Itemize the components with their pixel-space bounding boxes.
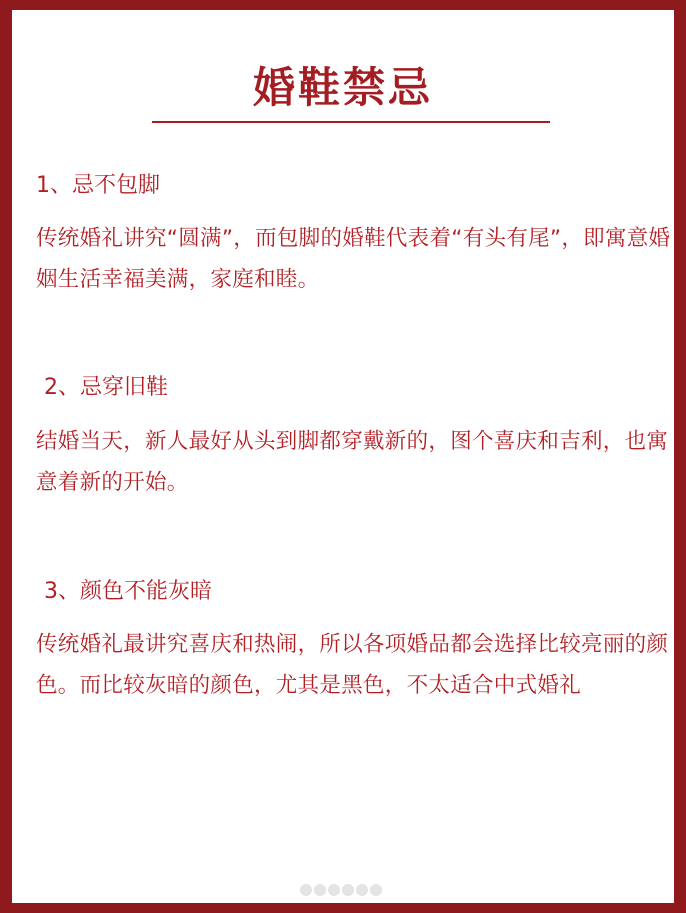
watermark-dot [300,884,312,896]
watermark-dot [356,884,368,896]
watermark-dot [342,884,354,896]
watermark-dot [370,884,382,896]
section-2-heading: 2、忌穿旧鞋 [44,375,168,400]
section-2-body: 结婚当天，新人最好从头到脚都穿戴新的，图个喜庆和吉利，也寓意着新的开始。 [36,429,669,495]
watermark-dot [314,884,326,896]
watermark-dot [328,884,340,896]
page-title: 婚鞋禁忌 [252,63,433,112]
section-3-body: 传统婚礼最讲究喜庆和热闹，所以各项婚品都会选择比较亮丽的颜色。而比较灰暗的颜色，尤其是黑色，不太适合中式婚礼 [36,632,669,698]
section-1-body: 传统婚礼讲究“圆满”，而包脚的婚鞋代表着“有头有尾”，即寓意婚姻生活幸福美满，家庭和睦。 [36,226,671,292]
title-underline [152,121,550,123]
section-1-heading: 1、忌不包脚 [36,173,160,198]
watermark-dots [300,884,382,896]
section-3-heading: 3、颜色不能灰暗 [44,579,212,604]
